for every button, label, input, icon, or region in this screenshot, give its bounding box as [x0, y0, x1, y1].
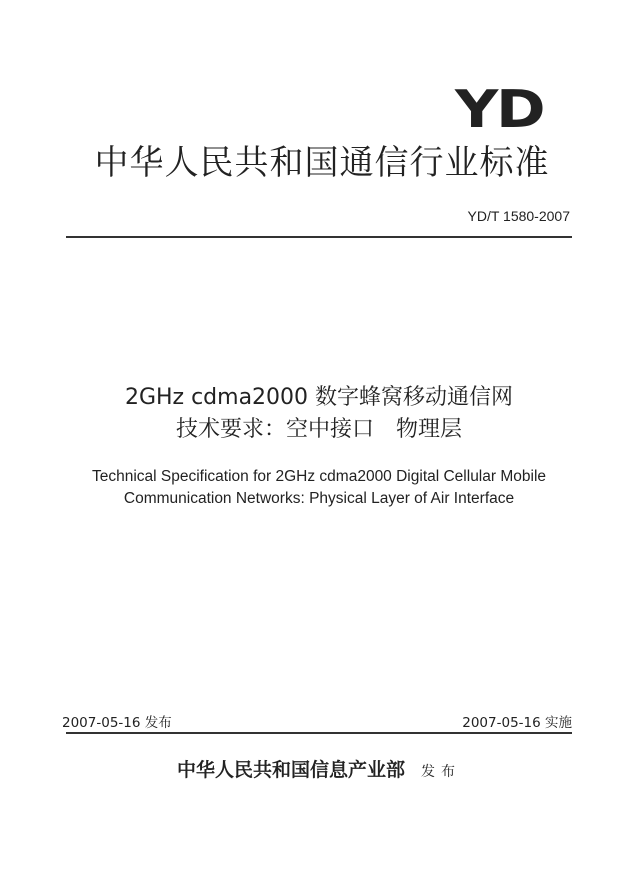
- title-cn-line1: 2GHz cdma2000 数字蜂窝移动通信网: [124, 385, 514, 410]
- issue-date: 2007-05-16 发布: [62, 715, 172, 731]
- publisher-suffix: 发布: [421, 764, 461, 780]
- publisher-name: 中华人民共和国信息产业部: [176, 759, 405, 781]
- title-en-line2: Communication Networks: Physical Layer of Air Interface: [123, 490, 515, 507]
- publisher-line: [0, 755, 638, 782]
- industry-standard-title: 中华人民共和国通信行业标准: [94, 143, 550, 183]
- header-divider: [66, 236, 572, 238]
- title-cn-line2: 技术要求：空中接口 物理层: [175, 417, 462, 442]
- footer-divider: [66, 732, 572, 734]
- title-en-line1: Technical Specification for 2GHz cdma2000 Digital Cellular Mobile: [91, 468, 547, 485]
- yd-logo: YD: [455, 80, 544, 140]
- implementation-date: 2007-05-16 实施: [462, 715, 572, 731]
- standard-number: YD/T 1580-2007: [467, 208, 570, 224]
